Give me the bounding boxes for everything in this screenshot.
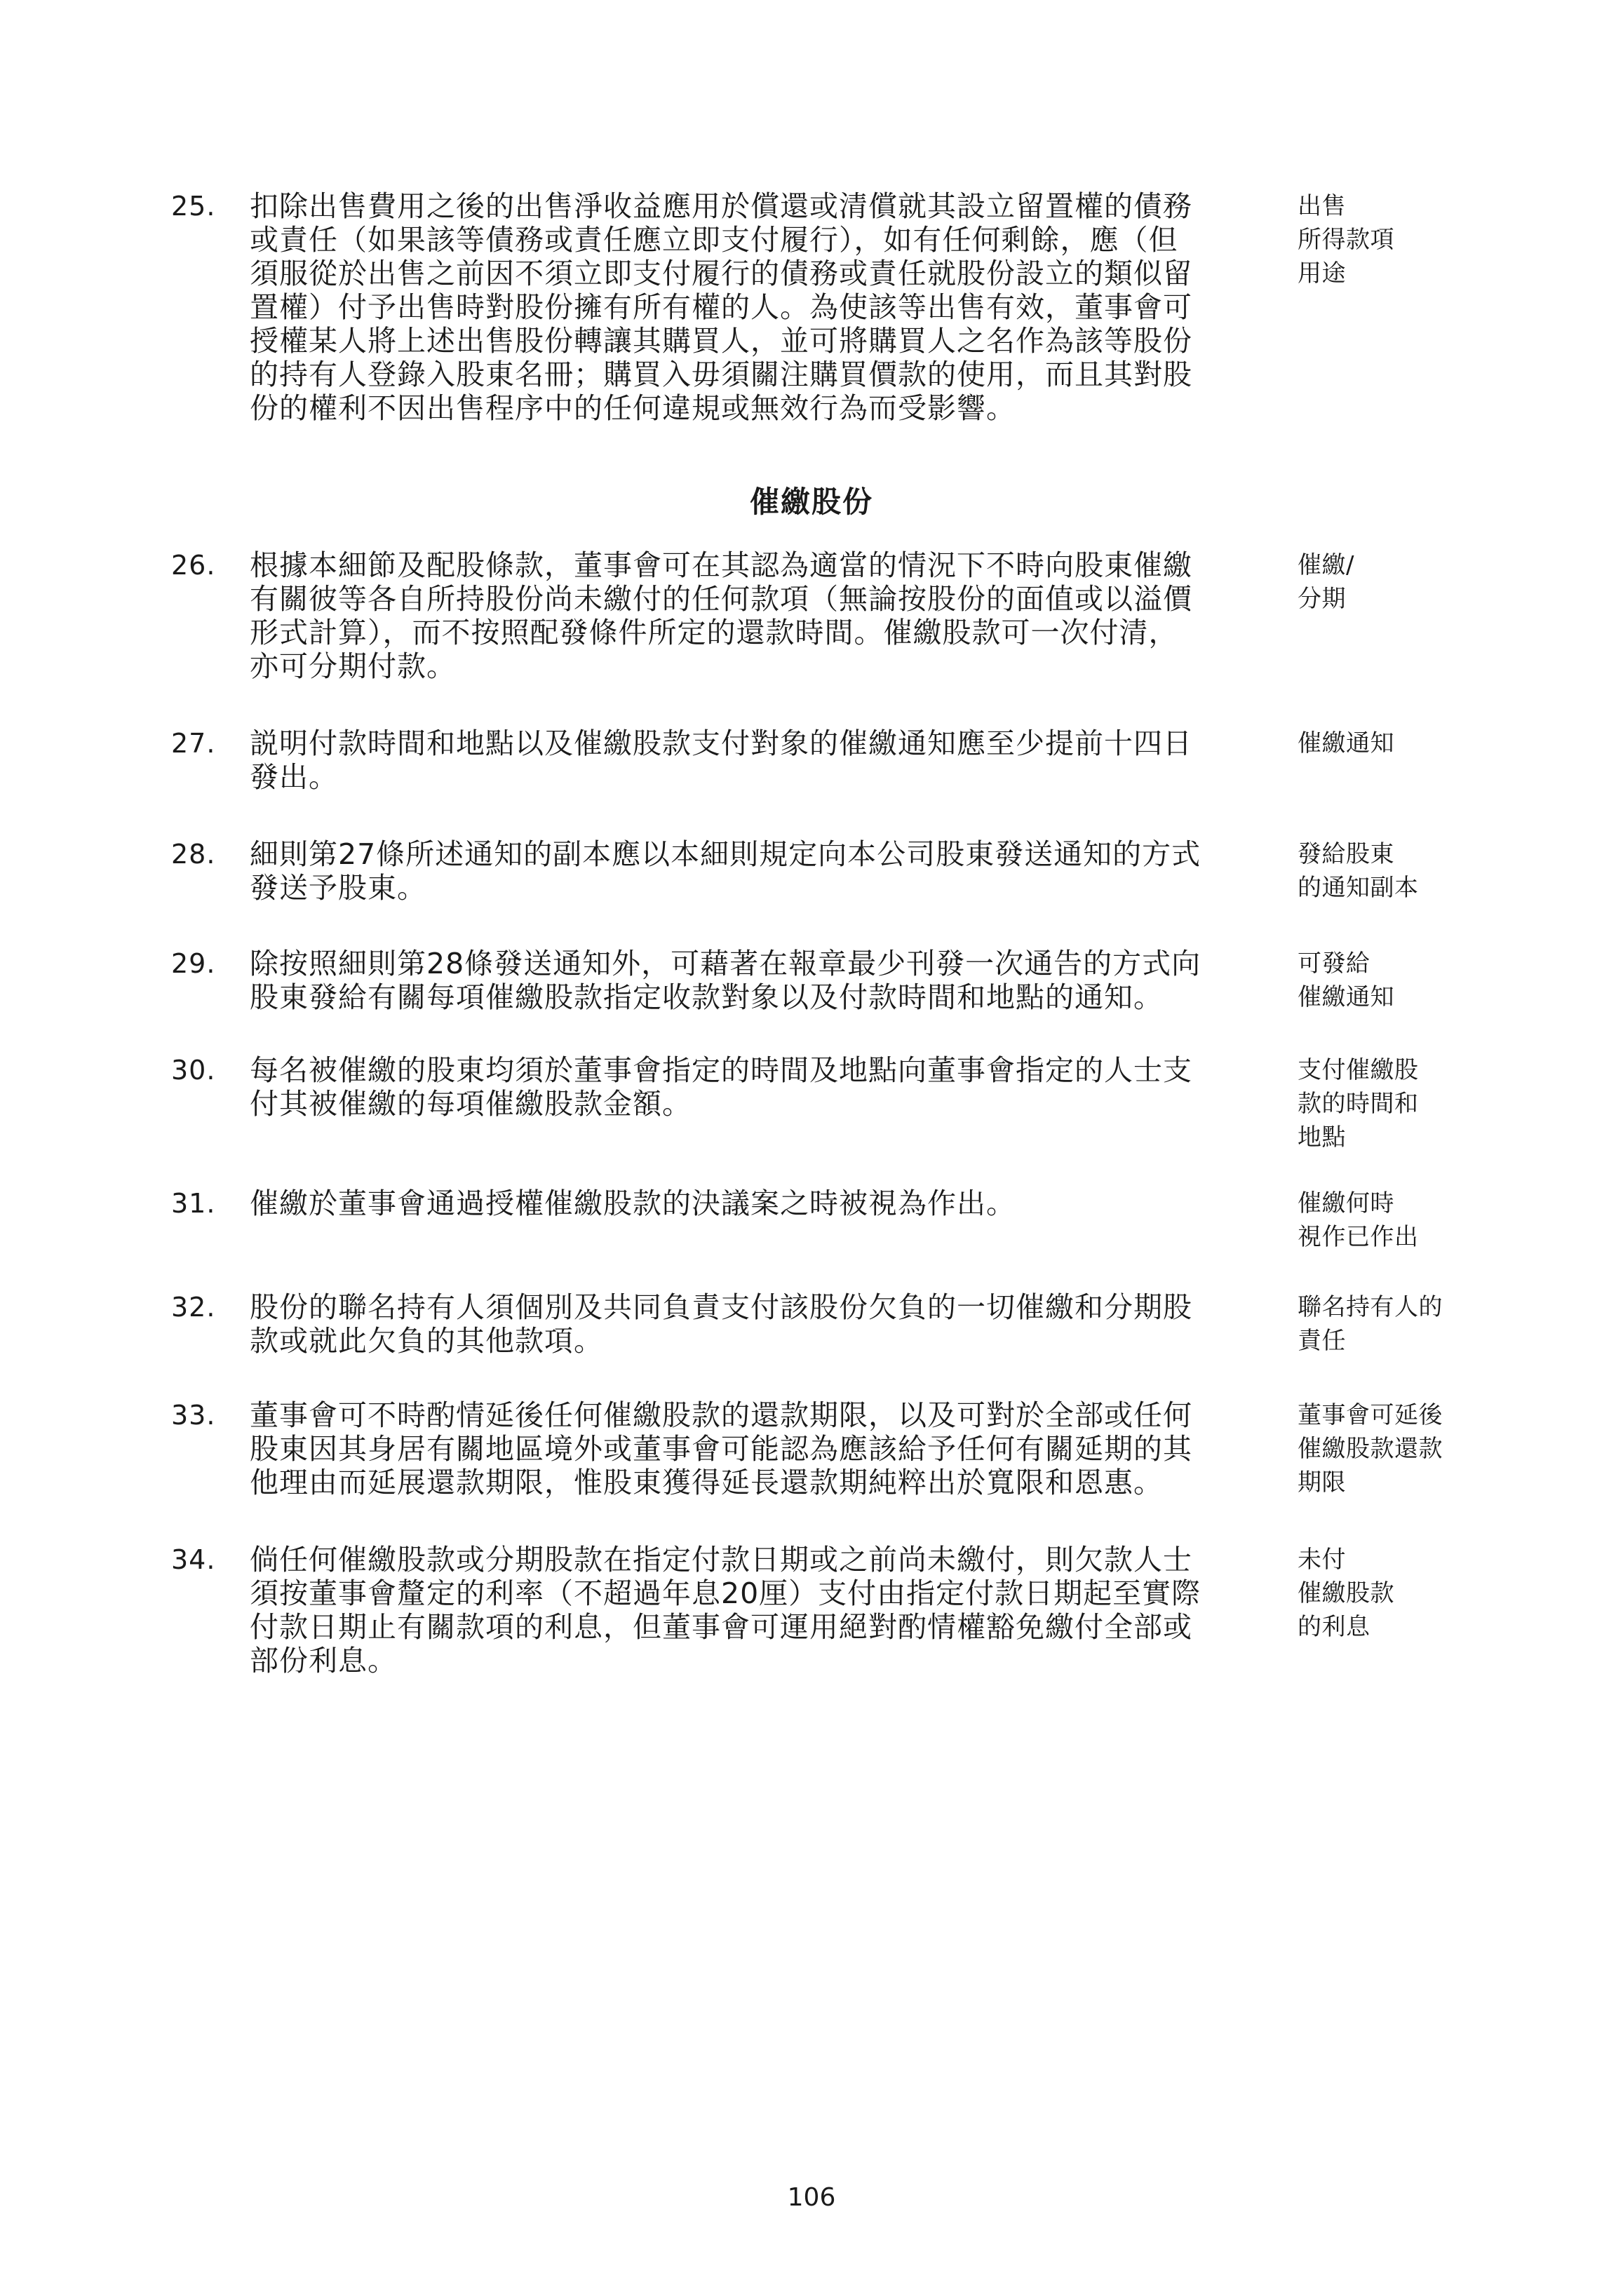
clause-line: 催繳於董事會通過授權催繳股款的決議案之時被視為作出。 (250, 1187, 1016, 1220)
clause-line: 股份的聯名持有人須個別及共同負責支付該股份欠負的一切催繳和分期股 (250, 1290, 1192, 1324)
clause-body (250, 1187, 1246, 1220)
clause-line: 發送予股東。 (250, 871, 426, 905)
margin-note-line: 催繳通知 (1298, 729, 1394, 757)
margin-note (1298, 189, 1529, 290)
clause-line: 款或就此欠負的其他款項。 (250, 1324, 603, 1358)
clause-line: 有關彼等各自所持股份尚未繳付的任何款項（無論按股份的面值或以溢價 (250, 582, 1192, 616)
margin-note-line: 的通知副本 (1298, 874, 1419, 902)
margin-note-line: 用途 (1298, 259, 1346, 288)
clause-body (250, 1290, 1246, 1358)
clause-line: 置權）付予出售時對股份擁有所有權的人。為使該等出售有效，董事會可 (250, 290, 1192, 324)
clause-body (250, 947, 1246, 1014)
margin-note (1298, 947, 1529, 1014)
section-heading: 催繳股份 (749, 485, 873, 519)
clause-number: 26. (171, 550, 216, 581)
clause-number: 25. (171, 191, 216, 222)
clause-number: 33. (171, 1400, 216, 1431)
clause-line: 付款日期止有關款項的利息，但董事會可運用絕對酌情權豁免繳付全部或 (250, 1610, 1192, 1644)
clause-number: 34. (171, 1544, 216, 1575)
clause-line: 倘任何催繳股款或分期股款在指定付款日期或之前尚未繳付，則欠款人士 (250, 1543, 1192, 1576)
margin-note (1298, 1543, 1529, 1644)
clause-body (250, 1398, 1246, 1499)
margin-note-line: 分期 (1298, 585, 1346, 613)
margin-note-line: 責任 (1298, 1327, 1346, 1355)
clause-number: 31. (171, 1188, 216, 1219)
clause-number: 27. (171, 728, 216, 759)
clause-line: 股東發給有關每項催繳股款指定收款對象以及付款時間和地點的通知。 (250, 980, 1163, 1014)
clause-line: 授權某人將上述出售股份轉讓其購買人，並可將購買人之名作為該等股份 (250, 324, 1192, 358)
clause-line: 細則第27條所述通知的副本應以本細則規定向本公司股東發送通知的方式 (250, 837, 1201, 871)
clause-body (250, 548, 1246, 683)
margin-note-line: 聯名持有人的 (1298, 1293, 1443, 1321)
margin-note-line: 催繳何時 (1298, 1189, 1394, 1217)
margin-note-line: 地點 (1298, 1123, 1346, 1152)
margin-note-line: 出售 (1298, 192, 1346, 220)
clause-line: 發出。 (250, 760, 338, 794)
clause-line: 董事會可不時酌情延後任何催繳股款的還款期限，以及可對於全部或任何 (250, 1398, 1192, 1432)
clause-line: 或責任（如果該等債務或責任應立即支付履行），如有任何剩餘，應（但 (250, 223, 1178, 257)
margin-note-line: 可發給 (1298, 950, 1371, 978)
margin-note (1298, 1290, 1529, 1358)
clause-line: 股東因其身居有關地區境外或董事會可能認為應該給予任何有關延期的其 (250, 1432, 1192, 1466)
margin-note-line: 支付催繳股 (1298, 1056, 1419, 1084)
margin-note-line: 董事會可延後 (1298, 1401, 1443, 1429)
clause-number: 29. (171, 948, 216, 979)
clause-line: 根據本細節及配股條款，董事會可在其認為適當的情況下不時向股東催繳 (250, 548, 1192, 582)
clause-line: 份的權利不因出售程序中的任何違規或無效行為而受影響。 (250, 391, 1016, 425)
margin-note-line: 所得款項 (1298, 226, 1394, 254)
margin-note (1298, 837, 1529, 905)
clause-line: 須按董事會釐定的利率（不超過年息20厘）支付由指定付款日期起至實際 (250, 1576, 1201, 1610)
page-number: 106 (787, 2183, 836, 2212)
clause-line: 説明付款時間和地點以及催繳股款支付對象的催繳通知應至少提前十四日 (250, 727, 1192, 760)
clause-body (250, 837, 1246, 905)
clause-body (250, 189, 1246, 425)
margin-note (1298, 1187, 1529, 1254)
margin-note-line: 視作已作出 (1298, 1223, 1419, 1251)
margin-note (1298, 1053, 1529, 1154)
clause-line: 部份利息。 (250, 1644, 397, 1677)
clause-body (250, 1543, 1246, 1677)
margin-note-line: 催繳/ (1298, 551, 1354, 579)
margin-note-line: 催繳通知 (1298, 983, 1394, 1011)
margin-note-line: 款的時間和 (1298, 1090, 1419, 1118)
margin-note (1298, 1398, 1529, 1499)
margin-note (1298, 548, 1529, 616)
margin-note (1298, 727, 1529, 760)
clause-line: 的持有人登錄入股東名冊；購買入毋須關注購買價款的使用，而且其對股 (250, 358, 1192, 391)
margin-note-line: 未付 (1298, 1546, 1346, 1574)
clause-line: 亦可分期付款。 (250, 649, 456, 683)
clause-line: 他理由而延展還款期限，惟股東獲得延長還款期純粹出於寬限和恩惠。 (250, 1466, 1163, 1499)
margin-note-line: 催繳股款 (1298, 1579, 1394, 1607)
clause-line: 須服從於出售之前因不須立即支付履行的債務或責任就股份設立的類似留 (250, 257, 1192, 290)
clause-number: 28. (171, 839, 216, 870)
clause-body (250, 727, 1246, 794)
clause-line: 付其被催繳的每項催繳股款金額。 (250, 1087, 692, 1121)
clause-line: 扣除出售費用之後的出售淨收益應用於償還或清償就其設立留置權的債務 (250, 189, 1192, 223)
margin-note-line: 的利息 (1298, 1613, 1371, 1641)
clause-line: 除按照細則第28條發送通知外，可藉著在報章最少刊發一次通告的方式向 (250, 947, 1201, 980)
margin-note-line: 催繳股款還款 (1298, 1435, 1443, 1463)
margin-note-line: 發給股東 (1298, 840, 1394, 868)
clause-line: 形式計算），而不按照配發條件所定的還款時間。催繳股款可一次付清， (250, 616, 1178, 649)
margin-note-line: 期限 (1298, 1468, 1346, 1497)
clause-body (250, 1053, 1246, 1121)
clause-number: 30. (171, 1055, 216, 1086)
clause-line: 每名被催繳的股東均須於董事會指定的時間及地點向董事會指定的人士支 (250, 1053, 1192, 1087)
clause-number: 32. (171, 1292, 216, 1323)
